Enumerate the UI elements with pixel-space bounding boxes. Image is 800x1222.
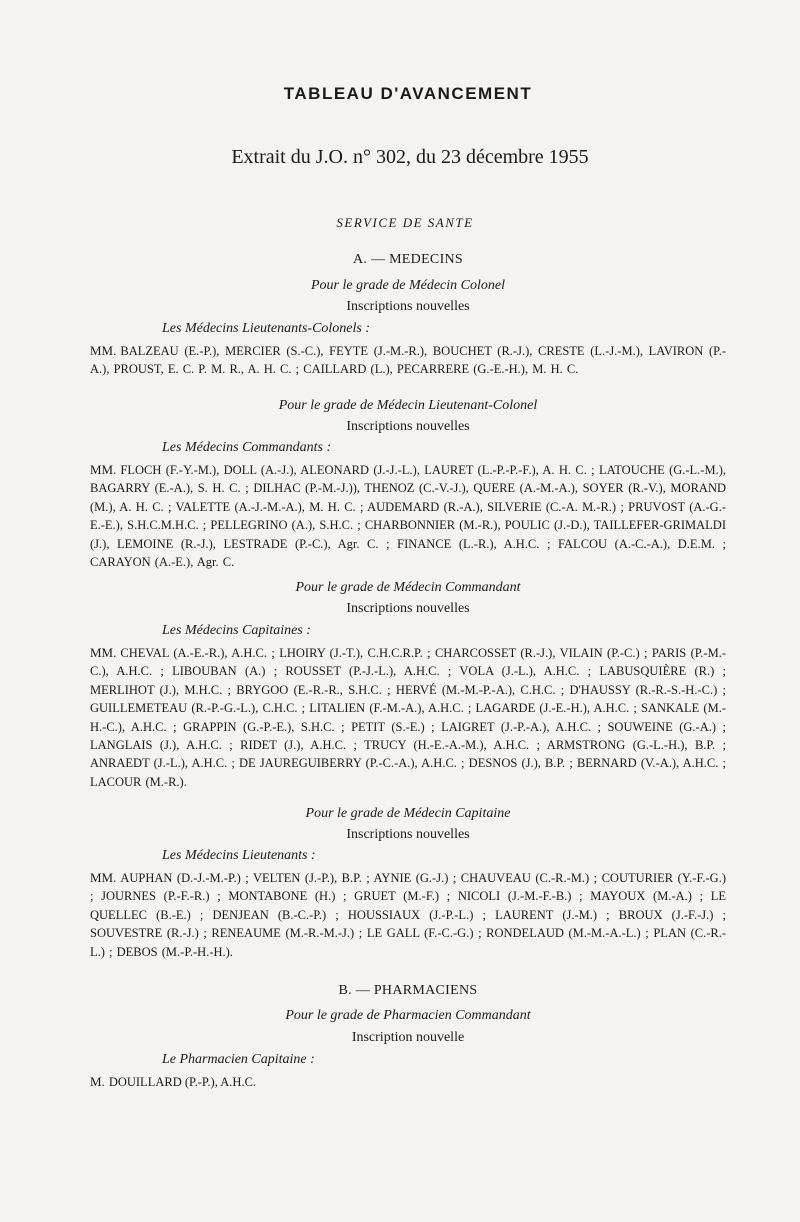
grade-medecin-lieutenant-colonel: Pour le grade de Médecin Lieutenant-Colonel <box>278 398 538 413</box>
names-prefix: MM. <box>90 343 117 358</box>
rank-heading: Les Médecins Lieutenants-Colonels : <box>162 321 371 336</box>
section-a-heading: A. — MEDECINS <box>352 252 464 267</box>
rank-heading: Les Médecins Lieutenants : <box>162 848 316 863</box>
section-b-heading: B. — PHARMACIENS <box>338 983 478 998</box>
service-heading: SERVICE DE SANTE <box>336 215 474 230</box>
names-list-pharmacien <box>90 1074 256 1090</box>
rank-heading: Le Pharmacien Capitaine : <box>162 1052 315 1067</box>
rank-heading: Les Médecins Commandants : <box>162 440 332 455</box>
names-list-commandant <box>90 644 726 791</box>
inscriptions-heading: Inscriptions nouvelles <box>346 601 470 616</box>
names-list-lieutenant-colonel <box>90 461 726 571</box>
names-text: AUPHAN (D.-J.-M.-P.) ; VELTEN (J.-P.), B.P. ; AYNIE (G.-J.) ; CHAUVEAU (C.-R.-M.) ; COUTURIER (Y.-F.-G.) ; JOURNES (P.-F.-R.) ; MONTABONE (H.) ; GRUET (M.-F.) ; NICOLI (J.-M.-F.-B.) ; MAYOUX (M.-A.) ; LE QUELLEC (B.-E.) ; DENJEAN (B.-C.-P.) ; HOUSSIAUX (J.-P.-L.) ; LAURENT (J.-M.) ; BROUX (J.-F.-J.) ; SOUVESTRE (R.-J.) ; RENEAUME (M.-R.-M.-J.) ; LE GALL (F.-C.-G.) ; RONDELAUD (M.-M.-A.-L.) ; PLAN (C.-R.-L.) ; DEBOS (M.-P.-H.-H.). <box>90 871 726 959</box>
grade-medecin-capitaine: Pour le grade de Médecin Capitaine <box>305 806 511 821</box>
names-text: FLOCH (F.-Y.-M.), DOLL (A.-J.), ALEONARD (J.-J.-L.), LAURET (L.-P.-P.-F.), A. H. C. ; LATOUCHE (G.-L.-M.), BAGARRY (E.-A.), S. H. C. ; DILHAC (P.-M.-J.)), THENOZ (C.-V.-J.), QUERE (A.-M.-A.), SOYER (R.-V.), MORAND (M.), A. H. C. ; VALETTE (A.-J.-M.-A.), M. H. C. ; AUDEMARD (R.-A.), SILVERIE (C.-A. M.-R.) ; PRUVOST (A.-G.-E.-E.), S.H.C.M.H.C. ; PELLEGRINO (A.), S.H.C. ; CHARBONNIER (M.-R.), POULIC (J.-D.), TAILLEFER-GRIMALDI (J.), LEMOINE (R.-J.), LESTRADE (P.-C.), Agr. C. ; FINANCE (L.-R.), A.H.C. ; FALCOU (A.-C.-A.), D.E.M. ; CARAYON (A.-E.), Agr. C. <box>90 463 726 570</box>
names-text: DOUILLARD (P.-P.), A.H.C. <box>108 1075 257 1089</box>
names-text: BALZEAU (E.-P.), MERCIER (S.-C.), FEYTE (J.-M.-R.), BOUCHET (R.-J.), CRESTE (L.-J.-M.), LAVIRON (P.-A.), PROUST, E. C. P. M. R., A. H. C. ; CAILLARD (L.), PECARRERE (G.-E.-H.), M. H. C. <box>90 344 726 377</box>
names-list-capitaine <box>90 869 726 961</box>
names-prefix: MM. <box>90 645 117 660</box>
inscriptions-heading: Inscriptions nouvelles <box>346 299 470 314</box>
grade-pharmacien-commandant: Pour le grade de Pharmacien Commandant <box>285 1008 531 1023</box>
names-prefix: M. <box>90 1074 105 1089</box>
inscription-heading: Inscription nouvelle <box>351 1030 465 1045</box>
grade-medecin-colonel: Pour le grade de Médecin Colonel <box>310 278 505 293</box>
names-list-colonel <box>90 342 726 379</box>
rank-heading: Les Médecins Capitaines : <box>162 623 311 638</box>
names-text: CHEVAL (A.-E.-R.), A.H.C. ; LHOIRY (J.-T.), C.H.C.R.P. ; CHARCOSSET (R.-J.), VILAIN (P.-C.) ; PARIS (P.-M.-C.), A.H.C. ; LIBOUBAN (A.) ; ROUSSET (P.-J.-L.), A.H.C. ; VOLA (J.-L.), A.H.C. ; LABUSQUIÈRE (R.) ; MERLIHOT (J.), M.H.C. ; BRYGOO (E.-R.-R., S.H.C. ; HERVÉ (M.-M.-P.-A.), C.H.C. ; D'HAUSSY (R.-R.-S.-H.-C.) ; GUILLEMETEAU (R.-P.-G.-L.), C.H.C. ; LITALIEN (F.-M.-A.), A.H.C. ; LAGARDE (J.-E.-H.), A.H.C. ; SANKALE (M.-H.-C.), A.H.C. ; GRAPPIN (G.-P.-E.), S.H.C. ; PETIT (S.-E.) ; LAIGRET (J.-P.-A.), A.H.C. ; SOUWEINE (G.-A.) ; LANGLAIS (J.), A.H.C. ; RIDET (J.), A.H.C. ; TRUCY (H.-E.-A.-M.), A.H.C. ; ARMSTRONG (G.-L.-H.), B.P. ; ANRAEDT (J.-L.), A.H.C. ; DE JAUREGUIBERRY (P.-C.-A.), A.H.C. ; DESNOS (J.), B.P. ; BERNARD (V.-A.), A.H.C. ; LACOUR (M.-R.). <box>90 646 726 789</box>
inscriptions-heading: Inscriptions nouvelles <box>346 419 470 434</box>
names-prefix: MM. <box>90 462 117 477</box>
document-title: TABLEAU D'AVANCEMENT <box>283 84 533 103</box>
inscriptions-heading: Inscriptions nouvelles <box>346 827 470 842</box>
grade-medecin-commandant: Pour le grade de Médecin Commandant <box>295 580 521 595</box>
names-prefix: MM. <box>90 870 117 885</box>
extract-line: Extrait du J.O. n° 302, du 23 décembre 1955 <box>231 146 589 168</box>
